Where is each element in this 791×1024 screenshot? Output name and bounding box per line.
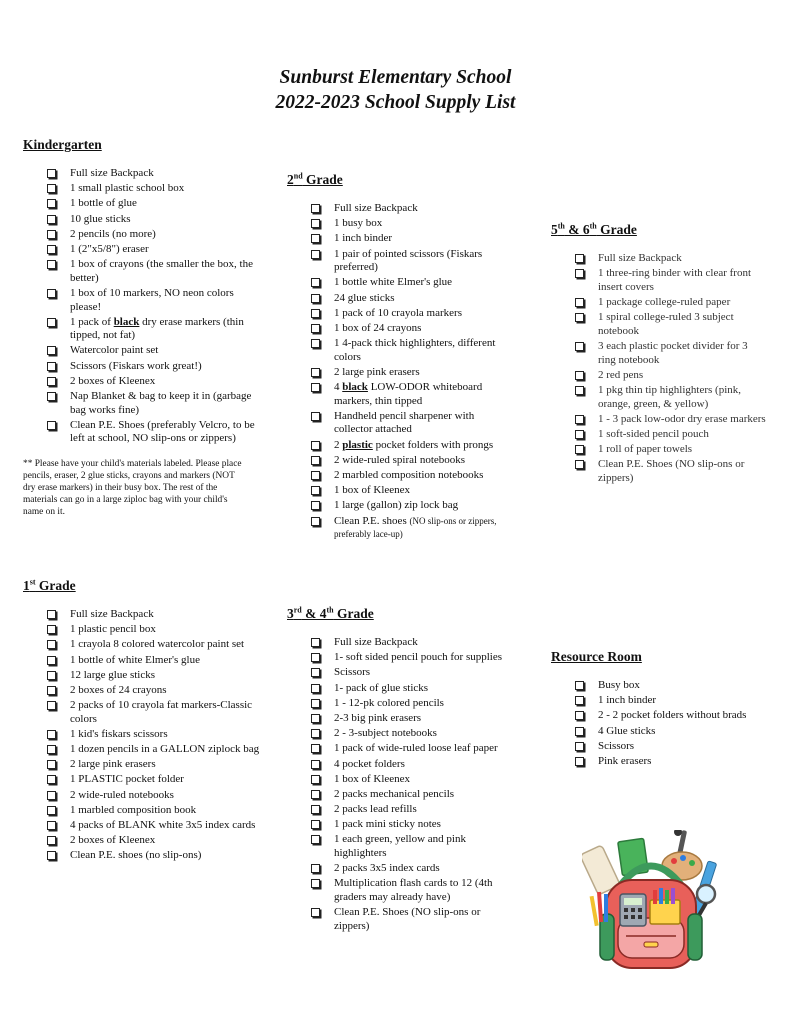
checkbox-icon bbox=[47, 656, 56, 665]
checkbox-icon bbox=[311, 744, 320, 753]
resource-heading: Resource Room bbox=[551, 649, 642, 664]
checkbox-icon bbox=[311, 234, 320, 243]
backpack-icon bbox=[582, 830, 720, 974]
checkbox-icon bbox=[311, 486, 320, 495]
checkbox-icon bbox=[47, 686, 56, 695]
grade2-section bbox=[287, 172, 512, 543]
checkbox-icon bbox=[575, 313, 584, 322]
list-item: 1 crayola 8 colored watercolor paint set bbox=[47, 638, 263, 652]
checkbox-icon bbox=[47, 346, 56, 355]
checkbox-icon bbox=[47, 745, 56, 754]
checkbox-icon bbox=[47, 625, 56, 634]
checkbox-icon bbox=[311, 412, 320, 421]
list-item: 2 large pink erasers bbox=[47, 758, 263, 772]
list-item: 1- soft sided pencil pouch for supplies bbox=[311, 651, 512, 665]
list-item: 1 inch binder bbox=[575, 694, 766, 708]
checkbox-icon bbox=[47, 318, 56, 327]
checkbox-icon bbox=[47, 730, 56, 739]
checkbox-icon bbox=[575, 342, 584, 351]
list-item: 2-3 big pink erasers bbox=[311, 712, 512, 726]
list-item: 2 boxes of Kleenex bbox=[47, 834, 263, 848]
grade34-heading: 3rd & 4th Grade bbox=[287, 605, 374, 621]
checkbox-icon bbox=[575, 742, 584, 751]
checkbox-icon bbox=[575, 757, 584, 766]
checkbox-icon bbox=[47, 806, 56, 815]
checkbox-icon bbox=[575, 298, 584, 307]
list-item: 2 red pens bbox=[575, 369, 766, 383]
kindergarten-heading: Kindergarten bbox=[23, 137, 102, 152]
checkbox-icon bbox=[47, 851, 56, 860]
grade56-list bbox=[575, 252, 766, 485]
list-item: 1 box of Kleenex bbox=[311, 484, 512, 498]
checkbox-icon bbox=[311, 805, 320, 814]
list-item: 1 three-ring binder with clear front insert covers bbox=[575, 267, 766, 294]
grade1-heading: 1st Grade bbox=[23, 577, 76, 593]
checkbox-icon bbox=[575, 445, 584, 454]
list-item: 4 packs of BLANK white 3x5 index cards bbox=[47, 819, 263, 833]
grade34-section bbox=[287, 606, 512, 935]
checkbox-icon bbox=[575, 681, 584, 690]
grade1-section bbox=[23, 578, 263, 865]
list-item: 1 pack of 10 crayola markers bbox=[311, 307, 512, 321]
list-item: 1 spiral college-ruled 3 subject notebook bbox=[575, 311, 766, 338]
checkbox-icon bbox=[311, 879, 320, 888]
list-item: Handheld pencil sharpener with collector attached bbox=[311, 410, 512, 437]
list-item: Full size Backpack bbox=[575, 252, 766, 266]
checkbox-icon bbox=[311, 309, 320, 318]
list-item: 2 pencils (no more) bbox=[47, 228, 263, 242]
grade56-section bbox=[551, 222, 766, 487]
checkbox-icon bbox=[47, 289, 56, 298]
list-item: 1 box of 10 markers, NO neon colors please! bbox=[47, 287, 263, 314]
grade34-list bbox=[311, 636, 512, 933]
checkbox-icon bbox=[311, 864, 320, 873]
checkbox-icon bbox=[311, 250, 320, 259]
list-item: 1 large (gallon) zip lock bag bbox=[311, 499, 512, 513]
list-item: 1 package college-ruled paper bbox=[575, 296, 766, 310]
list-item: 1 pkg thin tip highlighters (pink, orange, green, & yellow) bbox=[575, 384, 766, 411]
kindergarten-list bbox=[47, 167, 263, 446]
grade56-heading: 5th & 6th Grade bbox=[551, 221, 637, 237]
checkbox-icon bbox=[47, 230, 56, 239]
list-item: Pink erasers bbox=[575, 755, 766, 769]
checkbox-icon bbox=[47, 169, 56, 178]
list-item: Clean P.E. shoes (no slip-ons) bbox=[47, 849, 263, 863]
checkbox-icon bbox=[311, 383, 320, 392]
list-item: Clean P.E. Shoes (NO slip-ons or zippers) bbox=[575, 458, 766, 485]
list-item: 2 wide-ruled spiral notebooks bbox=[311, 454, 512, 468]
list-item: 1 dozen pencils in a GALLON ziplock bag bbox=[47, 743, 263, 757]
checkbox-icon bbox=[47, 760, 56, 769]
list-item: 1 PLASTIC pocket folder bbox=[47, 773, 263, 787]
checkbox-icon bbox=[47, 260, 56, 269]
checkbox-icon bbox=[47, 640, 56, 649]
checkbox-icon bbox=[311, 653, 320, 662]
checkbox-icon bbox=[311, 835, 320, 844]
list-item: 4 pocket folders bbox=[311, 758, 512, 772]
checkbox-icon bbox=[47, 610, 56, 619]
checkbox-icon bbox=[311, 324, 320, 333]
list-item: Busy box bbox=[575, 679, 766, 693]
checkbox-icon bbox=[47, 821, 56, 830]
list-item: 1 pair of pointed scissors (Fiskars preferred) bbox=[311, 248, 512, 275]
list-item: 1 - 12-pk colored pencils bbox=[311, 697, 512, 711]
checkbox-icon bbox=[311, 339, 320, 348]
list-item: 1 bottle white Elmer's glue bbox=[311, 276, 512, 290]
checkbox-icon bbox=[311, 729, 320, 738]
list-item: Nap Blanket & bag to keep it in (garbage bag works fine) bbox=[47, 390, 263, 417]
checkbox-icon bbox=[311, 517, 320, 526]
checkbox-icon bbox=[311, 668, 320, 677]
list-item: 1 small plastic school box bbox=[47, 182, 263, 196]
list-item: 2 - 3-subject notebooks bbox=[311, 727, 512, 741]
list-item: 1 4-pack thick highlighters, different colors bbox=[311, 337, 512, 364]
list-item: 2 boxes of 24 crayons bbox=[47, 684, 263, 698]
checkbox-icon bbox=[311, 204, 320, 213]
list-item: 2 packs mechanical pencils bbox=[311, 788, 512, 802]
checkbox-icon bbox=[47, 836, 56, 845]
list-item: Clean P.E. Shoes (preferably Velcro, to be left at school, NO slip-ons or zippers) bbox=[47, 419, 263, 446]
list-item: 1- pack of glue sticks bbox=[311, 682, 512, 696]
list-item: Multiplication flash cards to 12 (4th graders may already have) bbox=[311, 877, 512, 904]
grade1-list bbox=[47, 608, 263, 863]
checkbox-icon bbox=[311, 219, 320, 228]
list-item: Full size Backpack bbox=[47, 167, 263, 181]
list-item: 2 packs lead refills bbox=[311, 803, 512, 817]
checkbox-icon bbox=[311, 368, 320, 377]
list-item: 3 each plastic pocket divider for 3 ring notebook bbox=[575, 340, 766, 367]
list-item: 1 busy box bbox=[311, 217, 512, 231]
checkbox-icon bbox=[47, 245, 56, 254]
checkbox-icon bbox=[47, 421, 56, 430]
list-item: 1 box of Kleenex bbox=[311, 773, 512, 787]
list-item: Full size Backpack bbox=[311, 636, 512, 650]
list-item: Clean P.E. shoes (NO slip-ons or zippers, preferably lace-up) bbox=[311, 515, 512, 542]
checkbox-icon bbox=[311, 294, 320, 303]
checkbox-icon bbox=[311, 908, 320, 917]
checkbox-icon bbox=[575, 696, 584, 705]
checkbox-icon bbox=[47, 701, 56, 710]
checkbox-icon bbox=[575, 430, 584, 439]
grade2-heading: 2nd Grade bbox=[287, 171, 343, 187]
list-item: 1 - 3 pack low-odor dry erase markers bbox=[575, 413, 766, 427]
list-item: 2 large pink erasers bbox=[311, 366, 512, 380]
list-item: 1 each green, yellow and pink highlighters bbox=[311, 833, 512, 860]
list-item: Full size Backpack bbox=[311, 202, 512, 216]
resource-section bbox=[551, 649, 766, 770]
checkbox-icon bbox=[311, 684, 320, 693]
checkbox-icon bbox=[47, 184, 56, 193]
list-item: 2 - 2 pocket folders without brads bbox=[575, 709, 766, 723]
checkbox-icon bbox=[47, 377, 56, 386]
list-item: 4 Glue sticks bbox=[575, 725, 766, 739]
checkbox-icon bbox=[47, 199, 56, 208]
checkbox-icon bbox=[575, 727, 584, 736]
checkbox-icon bbox=[311, 820, 320, 829]
grade2-list bbox=[311, 202, 512, 542]
checkbox-icon bbox=[47, 215, 56, 224]
checkbox-icon bbox=[47, 671, 56, 680]
kindergarten-note: ** Please have your child's materials labeled. Please place pencils, eraser, 2 glue sticks, crayons and markers (NOT dry erase markers) in their busy box. The rest of the materials can go in a large ziploc bag with your child's name on it. bbox=[23, 459, 242, 517]
checkbox-icon bbox=[311, 638, 320, 647]
checkbox-icon bbox=[311, 775, 320, 784]
list-item: 2 packs 3x5 index cards bbox=[311, 862, 512, 876]
list-item: 1 pack of wide-ruled loose leaf paper bbox=[311, 742, 512, 756]
list-item: 1 plastic pencil box bbox=[47, 623, 263, 637]
list-item: Full size Backpack bbox=[47, 608, 263, 622]
resource-list bbox=[575, 679, 766, 769]
checkbox-icon bbox=[47, 362, 56, 371]
list-item: Scissors bbox=[311, 666, 512, 680]
checkbox-icon bbox=[311, 790, 320, 799]
list-item: Watercolor paint set bbox=[47, 344, 263, 358]
list-item: Scissors (Fiskars work great!) bbox=[47, 360, 263, 374]
list-item: 1 pack of black dry erase markers (thin tipped, not fat) bbox=[47, 316, 263, 343]
list-item: 4 black LOW-ODOR whiteboard markers, thin tipped bbox=[311, 381, 512, 408]
checkbox-icon bbox=[575, 269, 584, 278]
list-item: 1 box of crayons (the smaller the box, the better) bbox=[47, 258, 263, 285]
checkbox-icon bbox=[575, 371, 584, 380]
checkbox-icon bbox=[311, 441, 320, 450]
checkbox-icon bbox=[311, 714, 320, 723]
list-item: 1 box of 24 crayons bbox=[311, 322, 512, 336]
checkbox-icon bbox=[575, 460, 584, 469]
checkbox-icon bbox=[311, 699, 320, 708]
checkbox-icon bbox=[311, 501, 320, 510]
list-item: 10 glue sticks bbox=[47, 213, 263, 227]
list-item: 2 wide-ruled notebooks bbox=[47, 789, 263, 803]
checkbox-icon bbox=[47, 775, 56, 784]
checkbox-icon bbox=[575, 415, 584, 424]
checkbox-icon bbox=[575, 386, 584, 395]
checkbox-icon bbox=[47, 392, 56, 401]
checkbox-icon bbox=[311, 471, 320, 480]
checkbox-icon bbox=[311, 278, 320, 287]
list-item: Scissors bbox=[575, 740, 766, 754]
list-item: 1 pack mini sticky notes bbox=[311, 818, 512, 832]
list-item: 1 roll of paper towels bbox=[575, 443, 766, 457]
list-item: 1 bottle of white Elmer's glue bbox=[47, 654, 263, 668]
list-item: 1 soft-sided pencil pouch bbox=[575, 428, 766, 442]
list-item: Clean P.E. Shoes (NO slip-ons or zippers) bbox=[311, 906, 512, 933]
list-item: 2 marbled composition notebooks bbox=[311, 469, 512, 483]
list-item: 1 marbled composition book bbox=[47, 804, 263, 818]
list-item: 1 kid's fiskars scissors bbox=[47, 728, 263, 742]
list-item: 2 boxes of Kleenex bbox=[47, 375, 263, 389]
list-item: 2 plastic pocket folders with prongs bbox=[311, 439, 512, 453]
list-item: 1 (2"x5/8") eraser bbox=[47, 243, 263, 257]
list-title: 2022-2023 School Supply List bbox=[275, 92, 516, 113]
list-item: 12 large glue sticks bbox=[47, 669, 263, 683]
list-item: 1 inch binder bbox=[311, 232, 512, 246]
kindergarten-section bbox=[23, 137, 263, 518]
list-item: 1 bottle of glue bbox=[47, 197, 263, 211]
list-item: 24 glue sticks bbox=[311, 292, 512, 306]
checkbox-icon bbox=[575, 254, 584, 263]
checkbox-icon bbox=[311, 456, 320, 465]
school-name: Sunburst Elementary School bbox=[279, 67, 512, 88]
checkbox-icon bbox=[311, 760, 320, 769]
checkbox-icon bbox=[575, 711, 584, 720]
list-item: 2 packs of 10 crayola fat markers-Classic colors bbox=[47, 699, 263, 726]
checkbox-icon bbox=[47, 791, 56, 800]
